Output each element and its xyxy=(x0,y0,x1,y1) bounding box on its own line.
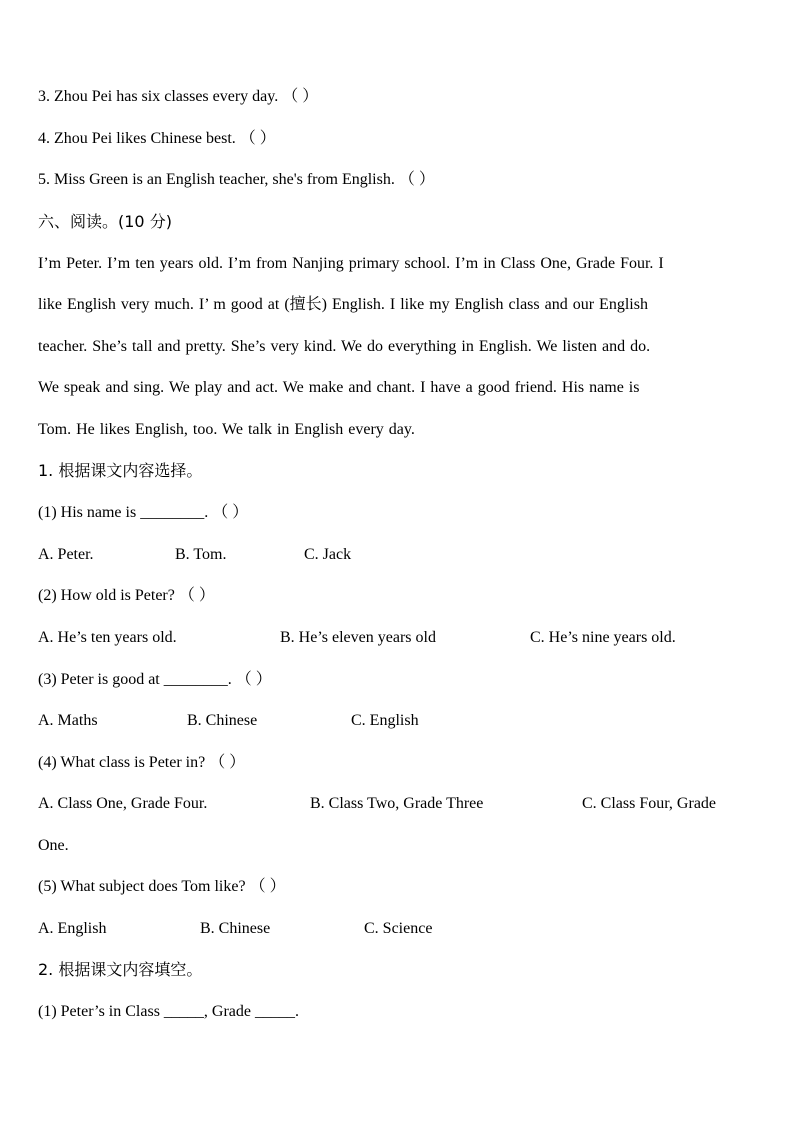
q3-option-a: A. Maths xyxy=(38,712,98,729)
tf-item-3: 3. Zhou Pei has six classes every day. （ ） xyxy=(38,88,319,105)
q4-option-a: A. Class One, Grade Four. xyxy=(38,795,208,812)
q2-option-c: C. He’s nine years old. xyxy=(530,629,676,646)
q1-option-a: A. Peter. xyxy=(38,546,94,563)
fill-item-1: (1) Peter’s in Class _____, Grade _____. xyxy=(38,1003,299,1020)
passage-line-5: Tom. He likes English, too. We talk in English every day. xyxy=(38,421,415,438)
question-2: (2) How old is Peter? （ ） xyxy=(38,587,215,604)
q1-option-b: B. Tom. xyxy=(175,546,227,563)
passage-line-1: I’m Peter. I’m ten years old. I’m from Nanjing primary school. I’m in Class One, Grade Four. I xyxy=(38,255,664,272)
q3-option-c: C. English xyxy=(351,712,419,729)
section-title: 六、阅读。(10 分) xyxy=(38,212,172,231)
question-5: (5) What subject does Tom like? （ ） xyxy=(38,878,286,895)
q3-option-b: B. Chinese xyxy=(187,712,258,729)
question-3: (3) Peter is good at ________. （ ） xyxy=(38,671,272,688)
part1-title: 1. 根据课文内容选择。 xyxy=(38,461,203,480)
tf-item-5: 5. Miss Green is an English teacher, she's from English. （ ） xyxy=(38,171,435,188)
tf-item-4: 4. Zhou Pei likes Chinese best. （ ） xyxy=(38,130,276,147)
q5-option-a: A. English xyxy=(38,920,107,937)
q2-option-a: A. He’s ten years old. xyxy=(38,629,177,646)
q2-option-b: B. He’s eleven years old xyxy=(280,629,436,646)
question-1: (1) His name is ________. （ ） xyxy=(38,504,249,521)
q4-option-c-continuation: One. xyxy=(38,837,69,854)
passage-line-4: We speak and sing. We play and act. We make and chant. I have a good friend. His name is xyxy=(38,379,640,396)
q5-option-b: B. Chinese xyxy=(200,920,271,937)
passage-line-2: like English very much. I’ m good at (擅长) English. I like my English class and our English xyxy=(38,296,648,313)
question-4: (4) What class is Peter in? （ ） xyxy=(38,754,246,771)
q4-option-b: B. Class Two, Grade Three xyxy=(310,795,484,812)
q1-option-c: C. Jack xyxy=(304,546,352,563)
q5-option-c: C. Science xyxy=(364,920,433,937)
part2-title: 2. 根据课文内容填空。 xyxy=(38,960,203,979)
passage-line-3: teacher. She’s tall and pretty. She’s very kind. We do everything in English. We listen and do. xyxy=(38,338,651,355)
q4-option-c: C. Class Four, Grade xyxy=(582,795,717,812)
